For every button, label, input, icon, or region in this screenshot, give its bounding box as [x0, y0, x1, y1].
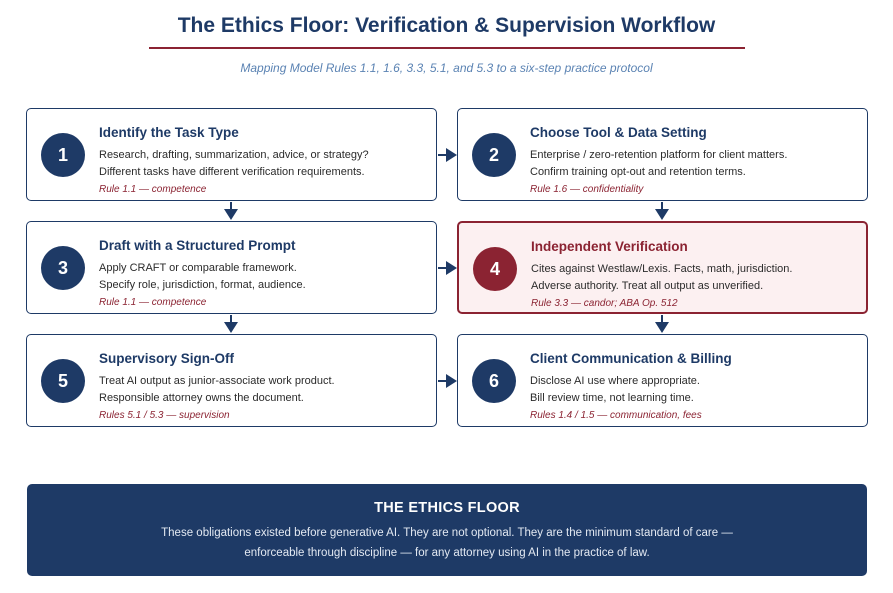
step-description: Research, drafting, summarization, advice, or strategy? — [99, 149, 369, 161]
step-rule-reference: Rules 1.4 / 1.5 — communication, fees — [530, 410, 702, 421]
arrow-1-to-3 — [224, 202, 238, 220]
step-number-badge: 1 — [41, 133, 85, 177]
step-description: Specify role, jurisdiction, format, audience. — [99, 279, 306, 291]
page-title: The Ethics Floor: Verification & Supervision Workflow — [177, 14, 716, 37]
step-description: Confirm training opt-out and retention terms. — [530, 166, 746, 178]
step-description: Bill review time, not learning time. — [530, 392, 694, 404]
step-number-badge: 3 — [41, 246, 85, 290]
page-subtitle: Mapping Model Rules 1.1, 1.6, 3.3, 5.1, and 5.3 to a six-step practice protocol — [240, 61, 653, 75]
ethics-floor-banner — [27, 484, 867, 576]
step-number-badge: 5 — [41, 359, 85, 403]
step-description: Treat AI output as junior-associate work product. — [99, 375, 335, 387]
step-description: Disclose AI use where appropriate. — [530, 375, 700, 387]
step-title: Independent Verification — [531, 239, 688, 254]
arrow-5-to-6 — [438, 374, 457, 388]
step-description: Apply CRAFT or comparable framework. — [99, 262, 297, 274]
arrow-4-to-6 — [655, 315, 669, 333]
step-description: Adverse authority. Treat all output as unverified. — [531, 280, 764, 292]
arrow-3-to-5 — [224, 315, 238, 333]
arrow-3-to-4 — [438, 261, 457, 275]
arrow-2-to-4 — [655, 202, 669, 220]
step-title: Choose Tool & Data Setting — [530, 125, 707, 140]
step-rule-reference: Rule 1.1 — competence — [99, 184, 207, 195]
step-title: Supervisory Sign-Off — [99, 351, 235, 366]
step-rule-reference: Rule 1.6 — confidentiality — [530, 184, 644, 195]
arrow-1-to-2 — [438, 148, 457, 162]
banner-title: THE ETHICS FLOOR — [374, 500, 520, 516]
step-title: Identify the Task Type — [99, 125, 239, 140]
banner-text: These obligations existed before generative AI. They are not optional. They are the minimum standard of care — — [161, 527, 733, 539]
step-description: Responsible attorney owns the document. — [99, 392, 304, 404]
step-rule-reference: Rules 5.1 / 5.3 — supervision — [99, 410, 230, 421]
step-description: Different tasks have different verification requirements. — [99, 166, 365, 178]
step-description: Cites against Westlaw/Lexis. Facts, math, jurisdiction. — [531, 263, 793, 275]
banner-text: enforceable through discipline — for any attorney using AI in the practice of law. — [244, 547, 650, 559]
step-title: Draft with a Structured Prompt — [99, 238, 296, 253]
step-number-badge: 2 — [472, 133, 516, 177]
step-number-badge: 6 — [472, 359, 516, 403]
step-rule-reference: Rule 3.3 — candor; ABA Op. 512 — [531, 298, 678, 309]
step-title: Client Communication & Billing — [530, 351, 732, 366]
step-rule-reference: Rule 1.1 — competence — [99, 297, 207, 308]
step-description: Enterprise / zero-retention platform for client matters. — [530, 149, 788, 161]
step-number-badge: 4 — [473, 247, 517, 291]
